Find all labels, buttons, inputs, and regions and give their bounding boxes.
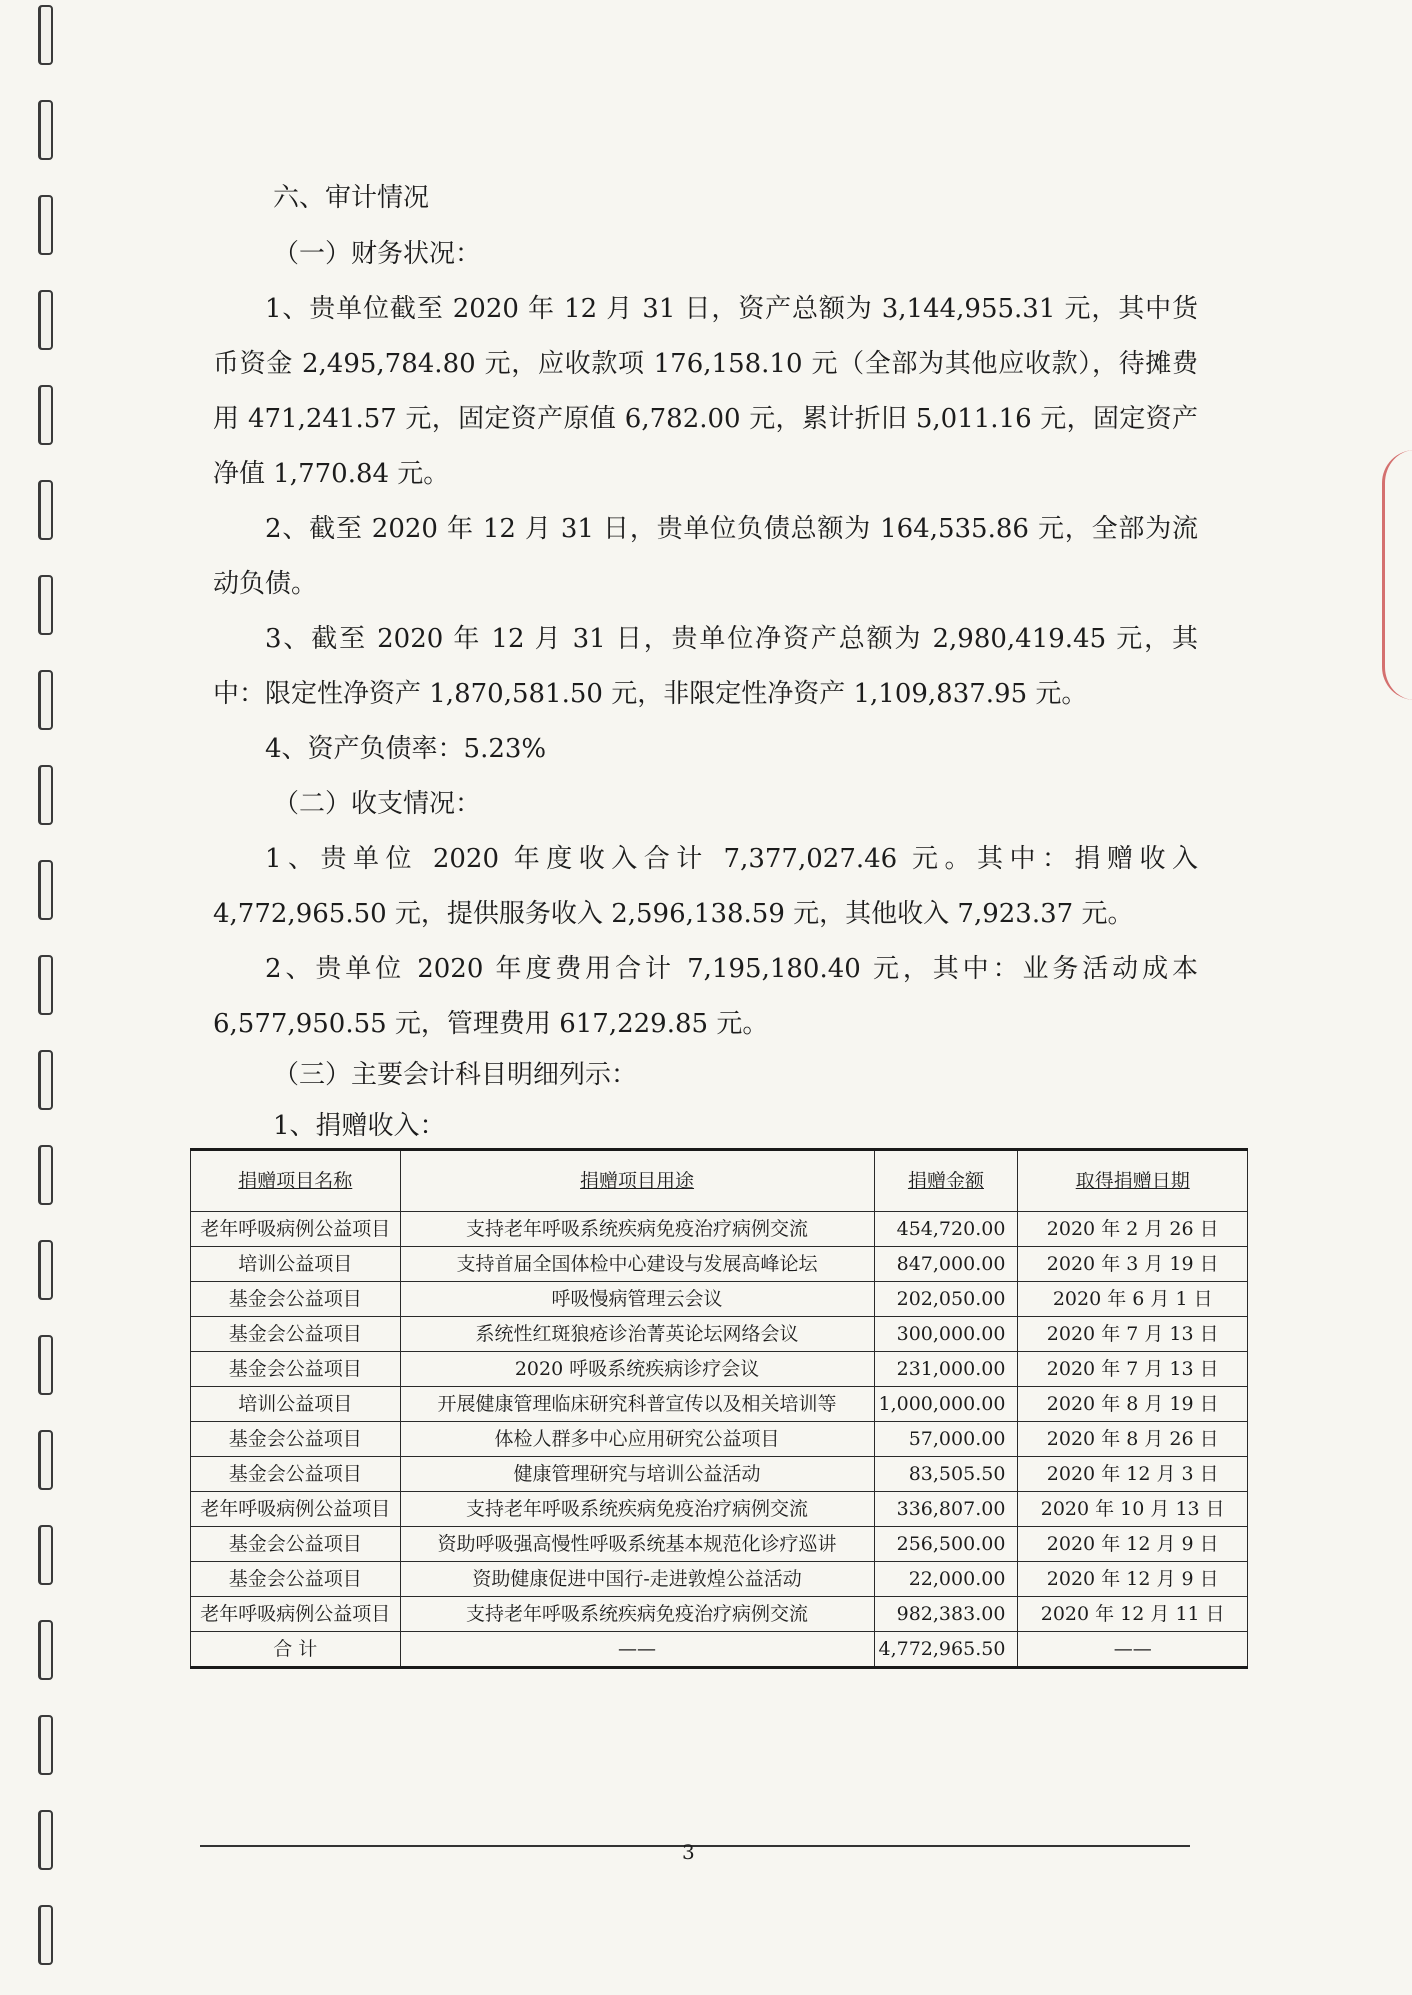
row-project-name: 基金会公益项目: [191, 1317, 401, 1352]
row-donation-amount: 256,500.00: [874, 1527, 1018, 1562]
footer-rule: [200, 1845, 1190, 1847]
row-donation-amount: 57,000.00: [874, 1422, 1018, 1457]
row-project-purpose: 系统性红斑狼疮诊治菁英论坛网络会议: [400, 1317, 874, 1352]
seal-stamp-edge: [1382, 450, 1412, 700]
binding-hole: [38, 1050, 53, 1110]
row-project-purpose: 呼吸慢病管理云会议: [400, 1282, 874, 1317]
binding-hole: [38, 480, 53, 540]
header-donation-amount: 捐赠金额: [874, 1150, 1018, 1212]
binding-hole: [38, 1335, 53, 1395]
donation-subheading: 1、捐赠收入：: [273, 1111, 446, 1141]
financial-paragraph-4: 4、资产负债率：5.23%: [265, 734, 547, 764]
header-project-name: 捐赠项目名称: [191, 1150, 401, 1212]
table-row: [191, 1422, 1248, 1457]
row-donation-date: 2020 年 12 月 11 日: [1018, 1597, 1248, 1632]
row-donation-date: 2020 年 3 月 19 日: [1018, 1247, 1248, 1282]
table-row: [191, 1282, 1248, 1317]
table-row: [191, 1457, 1248, 1492]
page-number: 3: [682, 1840, 695, 1864]
binding-hole: [38, 5, 53, 65]
binding-hole: [38, 575, 53, 635]
binding-hole: [38, 1810, 53, 1870]
section-title: 六、审计情况: [273, 183, 430, 213]
binding-hole: [38, 860, 53, 920]
binding-hole: [38, 670, 53, 730]
row-donation-date: 2020 年 12 月 3 日: [1018, 1457, 1248, 1492]
table-row: [191, 1387, 1248, 1422]
binding-hole: [38, 1145, 53, 1205]
row-donation-date: 2020 年 12 月 9 日: [1018, 1527, 1248, 1562]
binding-hole: [38, 1905, 53, 1965]
binding-hole: [38, 290, 53, 350]
row-donation-date: 2020 年 2 月 26 日: [1018, 1212, 1248, 1247]
header-project-purpose: 捐赠项目用途: [400, 1150, 874, 1212]
table-row: [191, 1212, 1248, 1247]
row-donation-amount: 336,807.00: [874, 1492, 1018, 1527]
income-expense-heading: （二）收支情况：: [273, 789, 482, 819]
binding-hole: [38, 1240, 53, 1300]
binding-hole: [38, 1525, 53, 1585]
row-project-name: 培训公益项目: [191, 1247, 401, 1282]
row-project-purpose: 资助健康促进中国行-走进敦煌公益活动: [400, 1562, 874, 1597]
table-row: [191, 1247, 1248, 1282]
row-donation-date: 2020 年 7 月 13 日: [1018, 1352, 1248, 1387]
binding-hole: [38, 100, 53, 160]
financial-paragraph-2: 2、截至 2020 年 12 月 31 日，贵单位负债总额为 164,535.86 元，全部为流动负债。: [213, 514, 1198, 599]
row-project-name: 基金会公益项目: [191, 1457, 401, 1492]
donation-table: [190, 1148, 1248, 1669]
financial-paragraph-1: 1、贵单位截至 2020 年 12 月 31 日，资产总额为 3,144,955.31 元，其中货币资金 2,495,784.80 元，应收款项 176,158.10 元（全部为其他应收款），待摊费用 471,241.57 元，固定资产原值 6,782.00 元，累计折旧 5,011.16 元，固定资产净值 1,770.84 元。: [213, 294, 1198, 489]
row-project-purpose: 支持老年呼吸系统疾病免疫治疗病例交流: [400, 1492, 874, 1527]
row-project-purpose: 支持首届全国体检中心建设与发展高峰论坛: [400, 1247, 874, 1282]
total-date: ——: [1018, 1632, 1248, 1668]
row-donation-date: 2020 年 6 月 1 日: [1018, 1282, 1248, 1317]
row-donation-date: 2020 年 12 月 9 日: [1018, 1562, 1248, 1597]
binding-hole: [38, 385, 53, 445]
row-project-purpose: 健康管理研究与培训公益活动: [400, 1457, 874, 1492]
row-project-name: 基金会公益项目: [191, 1352, 401, 1387]
row-project-purpose: 支持老年呼吸系统疾病免疫治疗病例交流: [400, 1597, 874, 1632]
row-donation-amount: 202,050.00: [874, 1282, 1018, 1317]
row-project-name: 老年呼吸病例公益项目: [191, 1212, 401, 1247]
row-donation-amount: 83,505.50: [874, 1457, 1018, 1492]
row-project-name: 老年呼吸病例公益项目: [191, 1492, 401, 1527]
table-row: [191, 1562, 1248, 1597]
financial-paragraph-3: 3、截至 2020 年 12 月 31 日，贵单位净资产总额为 2,980,419.45 元，其中：限定性净资产 1,870,581.50 元，非限定性净资产 1,109,837.95 元。: [213, 624, 1198, 709]
row-donation-date: 2020 年 7 月 13 日: [1018, 1317, 1248, 1352]
binding-hole: [38, 765, 53, 825]
row-donation-amount: 454,720.00: [874, 1212, 1018, 1247]
income-paragraph-1: 1、贵单位 2020 年度收入合计 7,377,027.46 元。其中：捐赠收入 4,772,965.50 元，提供服务收入 2,596,138.59 元，其他收入 7,923.37 元。: [213, 844, 1198, 929]
row-project-purpose: 体检人群多中心应用研究公益项目: [400, 1422, 874, 1457]
row-project-name: 培训公益项目: [191, 1387, 401, 1422]
row-project-purpose: 2020 呼吸系统疾病诊疗会议: [400, 1352, 874, 1387]
total-amount: 4,772,965.50: [874, 1632, 1018, 1668]
row-project-name: 基金会公益项目: [191, 1282, 401, 1317]
binding-hole: [38, 1715, 53, 1775]
table-total-row: [191, 1632, 1248, 1668]
table-row: [191, 1492, 1248, 1527]
table-row: [191, 1352, 1248, 1387]
financial-status-heading: （一）财务状况：: [273, 239, 482, 269]
row-project-name: 基金会公益项目: [191, 1422, 401, 1457]
row-donation-amount: 982,383.00: [874, 1597, 1018, 1632]
binding-hole: [38, 1620, 53, 1680]
accounts-heading: （三）主要会计科目明细列示：: [273, 1060, 638, 1090]
row-donation-amount: 1,000,000.00: [874, 1387, 1018, 1422]
row-donation-date: 2020 年 8 月 26 日: [1018, 1422, 1248, 1457]
table-row: [191, 1317, 1248, 1352]
total-label: 合 计: [191, 1632, 401, 1668]
row-project-name: 基金会公益项目: [191, 1562, 401, 1597]
binding-hole: [38, 1430, 53, 1490]
row-donation-amount: 231,000.00: [874, 1352, 1018, 1387]
table-row: [191, 1597, 1248, 1632]
row-project-name: 老年呼吸病例公益项目: [191, 1597, 401, 1632]
binding-holes: [30, 0, 70, 1995]
total-purpose: ——: [400, 1632, 874, 1668]
row-project-purpose: 开展健康管理临床研究科普宣传以及相关培训等: [400, 1387, 874, 1422]
row-donation-amount: 300,000.00: [874, 1317, 1018, 1352]
income-paragraph-2: 2、贵单位 2020 年度费用合计 7,195,180.40 元，其中：业务活动成本 6,577,950.55 元，管理费用 617,229.85 元。: [213, 954, 1198, 1039]
row-project-name: 基金会公益项目: [191, 1527, 401, 1562]
binding-hole: [38, 955, 53, 1015]
table-row: [191, 1527, 1248, 1562]
row-donation-date: 2020 年 8 月 19 日: [1018, 1387, 1248, 1422]
row-project-purpose: 资助呼吸强高慢性呼吸系统基本规范化诊疗巡讲: [400, 1527, 874, 1562]
table-header-row: [191, 1150, 1248, 1212]
header-donation-date: 取得捐赠日期: [1018, 1150, 1248, 1212]
row-donation-amount: 847,000.00: [874, 1247, 1018, 1282]
row-donation-amount: 22,000.00: [874, 1562, 1018, 1597]
row-donation-date: 2020 年 10 月 13 日: [1018, 1492, 1248, 1527]
binding-hole: [38, 195, 53, 255]
row-project-purpose: 支持老年呼吸系统疾病免疫治疗病例交流: [400, 1212, 874, 1247]
